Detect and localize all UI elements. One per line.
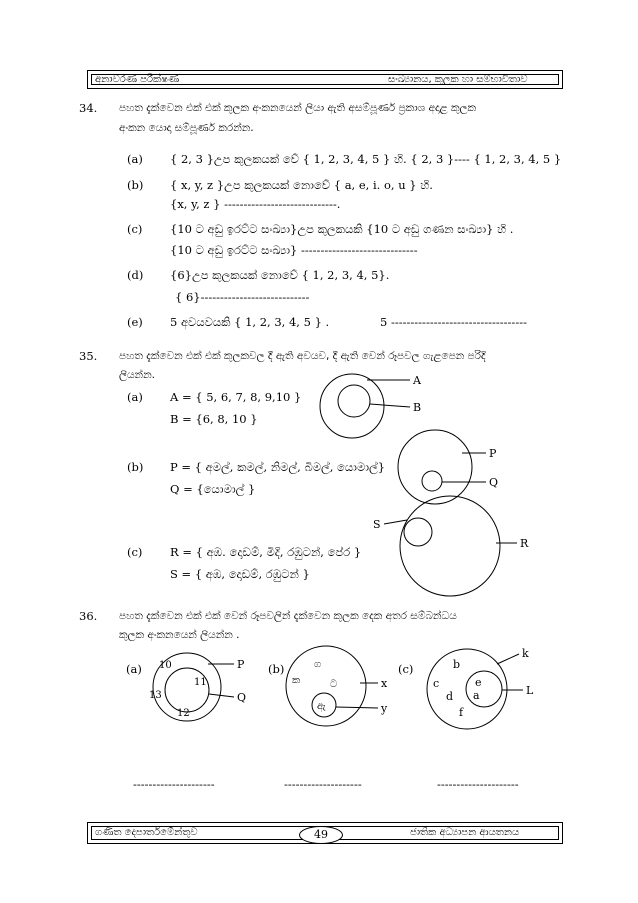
q35-instruction-line1: පහත දැක්වෙන එක් එක් කුලකවල දී ඇති අවයව, දී ඇති වෙන් රූපවල ගැළපෙන පරිදි — [119, 350, 486, 362]
q34-c-line2: {10 ට අඩු ඉරට්ට සංඛ්‍යා} ------------------------------ — [170, 243, 418, 257]
q36-c-element: f — [459, 706, 464, 719]
q34-number: 34. — [79, 101, 98, 115]
q34-d-line2: { 6}---------------------------- — [175, 290, 310, 304]
q36-c-element: d — [446, 690, 454, 703]
q34-c-line1: {10 ට අඩු ඉරට්ට සංඛ්‍යා}උප කුලකයකි {10 ට අඩු ගණන සංඛ්‍යා} හි . — [170, 222, 514, 236]
q35-c-set1: R = { අඹ. දොඩම්, මිදි, රඹුටන්, පේර } — [170, 545, 362, 559]
q34-instruction-line2: අංකන යොදා සම්පූර්ණ කරන්න. — [119, 122, 254, 134]
q35-c-label: (c) — [127, 545, 143, 559]
q36-b-element: ක — [292, 675, 301, 686]
q36-number: 36. — [79, 609, 98, 623]
q35-b-outer-circle — [398, 430, 472, 504]
q34-a-label: (a) — [127, 152, 143, 166]
q36-a-inner-label: Q — [237, 691, 247, 704]
q36-b-element: ට — [330, 679, 338, 690]
q36-b-element: ග — [314, 659, 322, 670]
q35-c-inner-pointer — [384, 520, 407, 524]
q36-a-element: 11 — [194, 677, 207, 688]
q35-a-label: (a) — [127, 390, 143, 404]
q34-c-label: (c) — [127, 222, 143, 236]
q35-b-label: (b) — [127, 460, 144, 474]
q35-b-inner-label: Q — [489, 476, 499, 489]
q36-b-label: (b) — [268, 662, 285, 676]
q36-instruction-line1: පහත දැක්වෙන එක් එක් වෙන් රූපවලින් දැක්වෙන කුලක දෙක අතර සම්බන්ධය — [119, 610, 457, 622]
q36-c-label: (c) — [398, 662, 414, 676]
q35-a-outer-circle — [320, 374, 384, 438]
q36-a-element: 12 — [177, 708, 190, 719]
q34-a-line1: { 2, 3 }උප කුලකයක් වේ { 1, 2, 3, 4, 5 } හි. { 2, 3 }---- { 1, 2, 3, 4, 5 } — [170, 152, 562, 166]
q36-c-outer-pointer — [497, 654, 519, 664]
q36-c-outer-label: k — [522, 647, 529, 660]
q34-d-label: (d) — [127, 268, 144, 282]
q35-b-set2: Q = {යොමාල් } — [170, 482, 256, 496]
q35-a-set2: B = {6, 8, 10 } — [170, 412, 258, 426]
q35-c-inner-label: S — [373, 518, 381, 531]
header-left-title: අනාවරණ පරීක්ෂණ — [95, 74, 180, 85]
q36-a-element: 13 — [149, 690, 162, 701]
q35-number: 35. — [79, 349, 98, 363]
q36-a-outer-label: P — [237, 658, 245, 671]
q36-b-inner-pointer — [336, 707, 378, 708]
q36-answer-blank-a: --------------------- — [133, 777, 215, 791]
q34-instruction-line1: පහත දැක්වෙන එක් එක් කුලක අංකනයෙන් ලියා ඇති අසම්පූර්ණ ප්‍රකාශ අදාළ කුලක — [119, 102, 477, 114]
q35-a-inner-pointer — [370, 404, 410, 407]
q35-b-outer-label: P — [489, 447, 497, 460]
q34-b-line1: { x, y, z }උප කුලකයක් නොවේ { a, e, i. o, u } හි. — [170, 178, 433, 192]
q36-c-element: b — [453, 658, 461, 671]
q36-a-label: (a) — [126, 662, 142, 676]
footer-left-text: ගණිත දෙපාර්තමේන්තුව — [95, 827, 198, 838]
q36-answer-blank-b: -------------------- — [284, 777, 362, 791]
q36-c-element: c — [433, 677, 440, 690]
q35-a-inner-label: B — [413, 401, 422, 414]
q35-c-inner-circle — [404, 518, 432, 546]
q35-b-inner-circle — [422, 471, 442, 491]
q35-c-outer-label: R — [520, 537, 529, 550]
q34-b-line2: {x, y, z } -----------------------------. — [170, 197, 341, 211]
q35-a-inner-circle — [338, 385, 370, 417]
q35-a-outer-label: A — [413, 374, 421, 387]
q36-a-element: 10 — [159, 660, 172, 671]
header-right-title: සංඛ්‍යානය, කුලක හා සම්භාවිතාව — [388, 74, 528, 85]
q36-c-element: a — [473, 689, 480, 702]
q36-c-element: e — [475, 676, 482, 689]
q36-b-outer-circle — [286, 646, 366, 726]
q36-instruction-line2: කුලක අංකනයෙන් ලියන්න . — [119, 629, 240, 641]
q34-b-label: (b) — [127, 178, 144, 192]
page-number: 49 — [299, 826, 343, 844]
q36-c-inner-label: L — [526, 684, 534, 697]
q36-b-element: ඇ — [317, 701, 326, 712]
q36-a-inner-circle — [165, 668, 209, 712]
q34-d-line1: {6}උප කුලකයක් නොවේ { 1, 2, 3, 4, 5}. — [170, 268, 390, 282]
footer-right-text: ජාතික අධ්‍යාපන ආයතනය — [410, 827, 520, 838]
q35-b-set1: P = { අමල්, කමල්, නිමල්, බිමල්, යොමාල්} — [170, 460, 386, 474]
q34-e-label: (e) — [127, 315, 143, 329]
q36-answer-blank-c: --------------------- — [437, 777, 519, 791]
q34-e-line1: 5 අවයවයකි { 1, 2, 3, 4, 5 } . — [170, 315, 330, 329]
q35-a-set1: A = { 5, 6, 7, 8, 9,10 } — [170, 390, 302, 404]
q36-b-outer-label: x — [381, 677, 388, 690]
q35-c-set2: S = { අඹ, දොඩම්, රඹුටන් } — [170, 567, 310, 581]
q36-c-inner-circle — [466, 671, 502, 707]
q34-e-line2: 5 ----------------------------------- — [380, 315, 527, 329]
q36-a-inner-pointer — [209, 694, 234, 697]
q35-instruction-line2: ලියන්න. — [119, 369, 155, 381]
q36-b-inner-label: y — [381, 702, 388, 715]
